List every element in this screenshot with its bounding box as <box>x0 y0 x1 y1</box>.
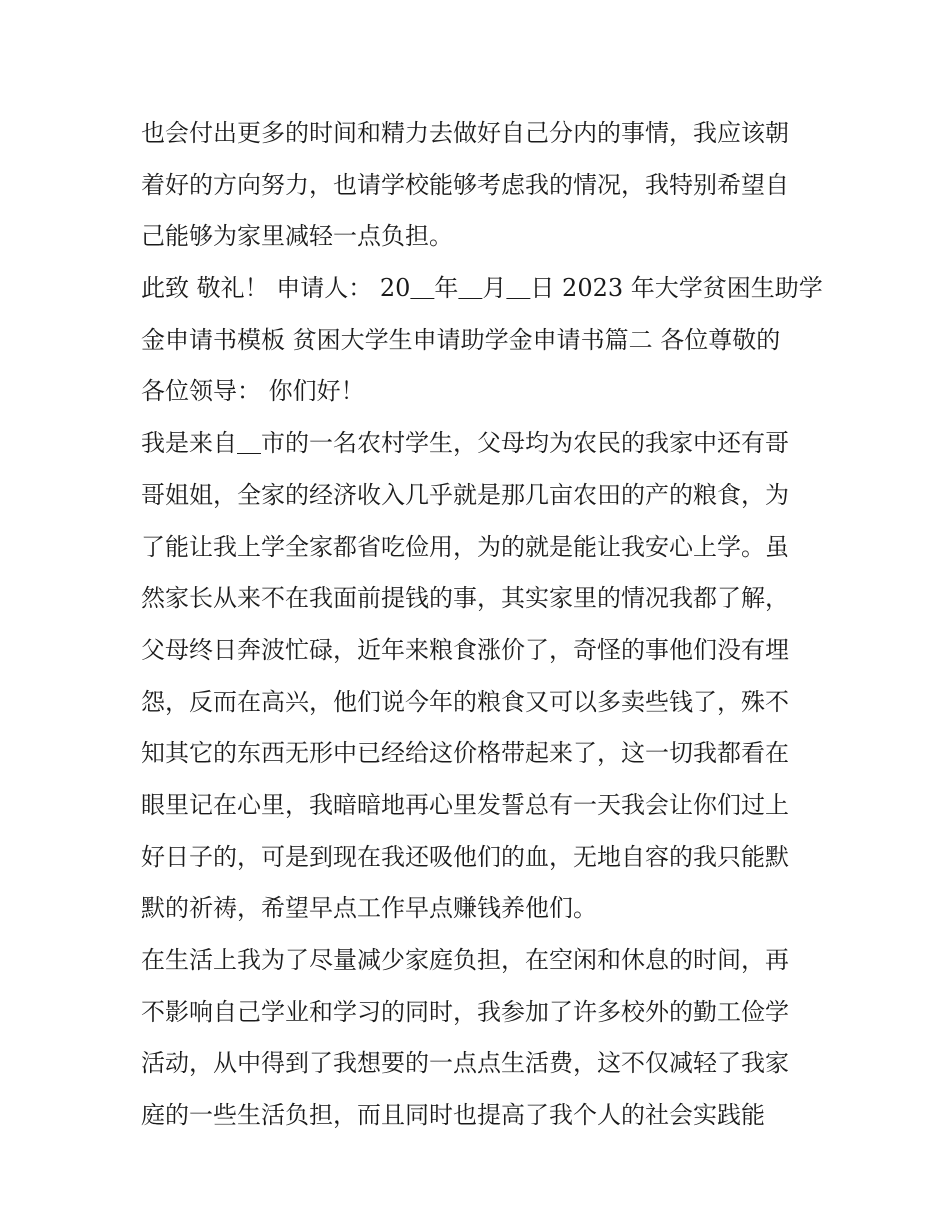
text-line: 也会付出更多的时间和精力去做好自己分内的事情，我应该朝 <box>141 119 789 147</box>
text-line: 活动，从中得到了我想要的一点点生活费，这不仅减轻了我家 <box>141 1049 789 1078</box>
paragraph <box>141 418 816 935</box>
text-line: 各位领导： 你们好！ <box>141 377 365 406</box>
text-line: 默的祈祷，希望早点工作早点赚钱养他们。 <box>141 894 597 923</box>
text-line: 哥姐姐，全家的经济收入几乎就是那几亩农田的产的粮食，为 <box>141 480 789 509</box>
text-line: 了能让我上学全家都省吃俭用，为的就是能让我安心上学。虽 <box>141 532 789 561</box>
text-line: 庭的一些生活负担，而且同时也提高了我个人的社会实践能 <box>141 1101 765 1130</box>
document-body <box>141 108 823 1142</box>
text-line: 怨，反而在高兴，他们说今年的粮食又可以多卖些钱了，殊不 <box>141 687 789 716</box>
text-line: 在生活上我为了尽量减少家庭负担，在空闲和休息的时间，再 <box>141 946 789 974</box>
text-line: 着好的方向努力，也请学校能够考虑我的情况，我特别希望自 <box>141 170 789 199</box>
text-line: 父母终日奔波忙碌，近年来粮食涨价了，奇怪的事他们没有埋 <box>141 635 789 664</box>
text-line: 然家长从来不在我面前提钱的事，其实家里的情况我都了解， <box>141 584 789 613</box>
paragraph <box>141 108 816 263</box>
text-line: 我是来自＿市的一名农村学生，父母均为农民的我家中还有哥 <box>141 429 789 458</box>
text-line: 好日子的，可是到现在我还吸他们的血，无地自容的我只能默 <box>141 842 789 871</box>
text-line: 不影响自己学业和学习的同时，我参加了许多校外的勤工俭学 <box>141 997 789 1026</box>
paragraph <box>141 935 816 1142</box>
text-line: 此致 敬礼！ 申请人： 20＿年＿月＿日 2023 年大学贫困生助学 <box>141 274 823 303</box>
text-line: 金申请书模板 贫困大学生申请助学金申请书篇二 各位尊敬的 <box>141 325 781 354</box>
text-line: 知其它的东西无形中已经给这价格带起来了，这一切我都看在 <box>141 739 789 768</box>
paragraph <box>141 263 823 418</box>
text-line: 己能够为家里减轻一点负担。 <box>141 222 453 251</box>
text-line: 眼里记在心里，我暗暗地再心里发誓总有一天我会让你们过上 <box>141 790 789 819</box>
